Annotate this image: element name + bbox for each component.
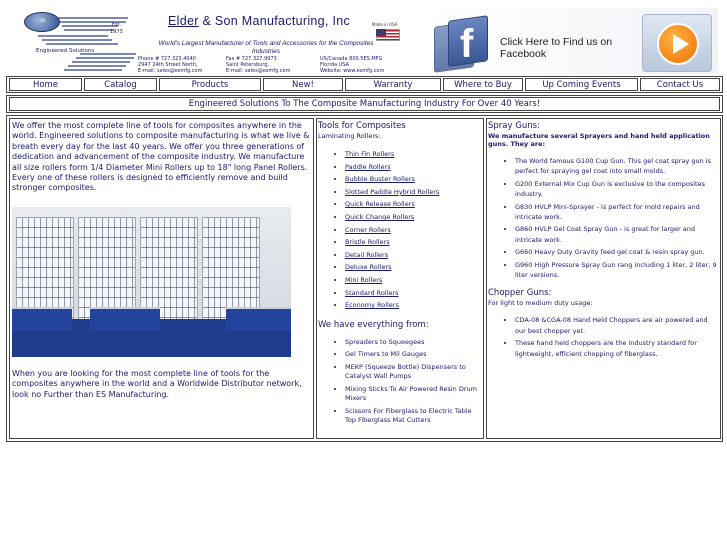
roller-link-paddle[interactable]: Paddle Rollers [345,162,391,171]
list-text: - is perfect for mold repairs and intricate work. [515,202,700,222]
roller-link-bristle[interactable]: Bristle Rollers [345,238,390,247]
nav-products[interactable]: Products [159,78,261,91]
email-address-2[interactable]: E-mail: sales@esmfg.com [226,68,291,74]
list-text: liter, 2 liter, 9 liter versions. [515,260,717,280]
logo-tagline: Engineered Solutions [36,48,95,54]
list-text: G960 High Pressure Spray Gun rang including [515,260,667,269]
play-icon [673,34,689,54]
list-item [345,224,483,237]
intro-paragraph: We offer the most complete line of tools for composites anywhere in the world. Engineered solutions to composite manufacturing is what we live & breath every day for the last 40 years. We offer you three generations of dedication and advancement of the composite industry. We manufacture all size rollers form 1/4 Diameter Mini Rollers up to 18" long Panel Rollers. Every one of these rollers is designed to efficiently remove and build stronger composites. [12,121,310,193]
list-item [345,261,483,274]
chopper-guns-list [487,315,720,359]
roller-link-detail[interactable]: Detail Rollers [345,250,389,259]
video-play-button[interactable] [642,14,712,72]
list-item [515,260,720,281]
logo-est [110,22,123,36]
trade-show-booth-photo [12,207,291,357]
main-nav [6,76,723,93]
content-area [6,115,723,442]
roller-link-mini[interactable]: Mini Rollers [345,275,383,284]
nav-catalog[interactable]: Catalog [84,78,157,91]
flag-label: Made in USA [372,22,398,27]
list-item [345,274,483,287]
list-text: Hand Held Choppers are air powered and our best chopper yet. [515,316,708,335]
street-address: 2947 24th Street North, [138,62,198,68]
link-g830[interactable]: G830 HVLP Mini-Sprayer [515,202,597,211]
outro-paragraph: When you are looking for the most complete line of tools for the composites anywhere in the world and a Worldwide Distributor network, look no Further than ES Manufacturing. [12,369,302,399]
list-item [515,315,720,336]
link-mil-gauges[interactable]: Mil Gauges [390,350,427,359]
list-text: & [539,316,547,325]
list-item [345,385,483,404]
list-text: These hand held choppers are the industry standard for lightweight, efficient chopping of fiberglass. [515,339,697,358]
es-logo[interactable] [18,8,138,72]
contact-col-3 [320,56,384,74]
link-cga-08[interactable]: CGA-08 [546,316,571,325]
list-item [345,287,483,300]
list-item [345,186,483,199]
rollers-subtitle: Laminating Rollers: [318,132,381,140]
roller-link-standard[interactable]: Standard Rollers [345,288,399,297]
everything-title: We have everything from: [318,319,429,330]
list-item [345,173,483,186]
list-item [345,211,483,224]
nav-where-to-buy[interactable]: Where to Buy [443,78,523,91]
chopper-guns-subtitle: For light to medium duty usage: [488,299,593,308]
link-mat-cutters[interactable]: Fiberglass Mat Cutters [358,416,431,425]
list-item [515,179,720,200]
roller-link-quick-change[interactable]: Quick Change Rollers [345,212,415,221]
list-text: The World famous [515,157,577,165]
chopper-guns-title: Chopper Guns: [488,288,552,299]
list-text: is exclusive to the composites industry. [515,179,705,199]
nav-warranty[interactable]: Warranty [345,78,441,91]
globe-text: ES [40,18,46,23]
contact-col-2 [226,56,290,74]
booth-table [226,307,291,331]
list-item [515,224,720,245]
list-item [345,236,483,249]
roller-link-bubble-buster[interactable]: Bubble Buster Rollers [345,175,415,184]
list-item [345,350,483,360]
slogan-text: Engineered Solutions To The Composite Manufacturing Industry For Over 40 Years! [9,97,720,111]
est-label: Est. [111,22,122,28]
est-year: 1973 [110,29,123,35]
list-text: For Fiberglass to Electric Table Top [345,406,472,425]
spray-guns-list [487,156,720,280]
website-url[interactable]: Website: www.esmfg.com [320,68,385,74]
state-country: Florida USA [320,62,349,68]
site-header [6,4,721,76]
company-name [168,14,350,28]
roller-link-slotted-paddle[interactable]: Slotted Paddle Hybrid Rollers [345,187,440,196]
company-name-part1: Elder [168,14,199,28]
facebook-f-glyph: f [460,22,474,66]
link-mekp[interactable]: MEKP [345,362,363,371]
link-scissors[interactable]: Scissors [345,406,372,415]
list-text: to [377,337,389,346]
tools-column [316,118,484,439]
list-item [515,338,720,359]
list-item [515,156,720,177]
facebook-banner[interactable] [428,8,718,74]
list-text: Gel Timers to [345,350,391,359]
contact-col-1 [138,56,202,74]
fax-number: Fax # 727.327.9973 [226,56,277,62]
intro-column [9,118,314,439]
booth-table [12,307,72,331]
slogan-bar [6,95,723,113]
nav-new[interactable]: New! [263,78,343,91]
list-item [345,198,483,211]
facebook-line1: Click Here to Find us on [500,36,613,48]
company-tagline: World's Largest Manufacturer of Tools and Accessories for the Composites Industries [158,40,374,55]
flag-canton [376,29,386,36]
link-squeegees[interactable]: Squeegees [388,337,425,346]
list-item [515,202,720,223]
spray-guns-title: Spray Guns: [488,121,540,131]
rollers-list [317,148,483,312]
nav-contact-us[interactable]: Contact Us [640,78,720,91]
nav-upcoming-events[interactable]: Up Coming Events [525,78,638,91]
nav-home[interactable]: Home [9,78,82,91]
list-item [345,249,483,262]
list-item [345,299,483,312]
link-g660[interactable]: G660 Heavy Duty [515,248,573,257]
company-name-part2: Son Manufacturing, Inc [214,14,351,28]
booth-table [90,307,160,331]
roller-link-deluxe[interactable]: Deluxe Rollers [345,263,392,272]
link-cda-08[interactable]: CDA-08 [515,316,540,325]
list-item [345,407,483,426]
list-item [345,363,483,382]
tools-title: Tools for Composites [318,121,406,131]
list-text: To Air Powered Resin [387,384,459,393]
facebook-icon [434,14,490,72]
link-spreaders[interactable]: Spreaders [345,337,378,346]
roller-link-corner[interactable]: Corner Rollers [345,225,391,234]
list-item [345,148,483,161]
company-name-amp: & [198,14,215,28]
link-drum-mixers[interactable]: Drum Mixers [345,384,478,403]
globe-icon [24,12,60,32]
list-text: - is great for larger and intricate work. [515,225,696,244]
email-address-1[interactable]: E-mail: sales@esmfg.com [138,68,203,74]
facebook-line2: Facebook [500,48,547,60]
spray-guns-subtitle: We manufacture several Sprayers and hand held application guns. They are: [488,132,710,148]
link-g200[interactable]: G200 External Mix Cup Gun [515,179,605,188]
roller-link-thin-fin[interactable]: Thin Fin Rollers [345,150,395,158]
city: Saint Petersburg, [226,62,270,68]
spray-guns-column [486,118,721,439]
everything-list [317,338,483,426]
list-text: (Squeeze Bottle) Dispensers to Catalyst Wall Pumps [345,362,466,381]
list-text: . This gel coat spray gun is perfect for spraying gel coat into small molds. [515,157,711,176]
link-g960-1-liter[interactable]: 1 [666,260,671,269]
list-item [345,338,483,348]
phone-number: Phone # 727.323.4040 [138,56,196,62]
link-g100[interactable]: G100 Cup Gun [576,157,624,165]
roller-link-economy[interactable]: Economy Rollers [345,301,399,310]
list-item [515,247,720,257]
list-item [345,161,483,174]
list-text: Gravity feed gel coat & resin spray gun. [572,248,705,257]
facebook-link-text[interactable] [500,36,612,60]
toll-free-number: US/Canada 800.5ES.MFG [320,56,383,62]
link-g860[interactable]: G860 HVLP Gel Coat Spray Gun [515,225,618,234]
roller-link-quick-release[interactable]: Quick Release Rollers [345,200,415,209]
link-mixing-sticks[interactable]: Mixing Sticks [345,384,388,393]
